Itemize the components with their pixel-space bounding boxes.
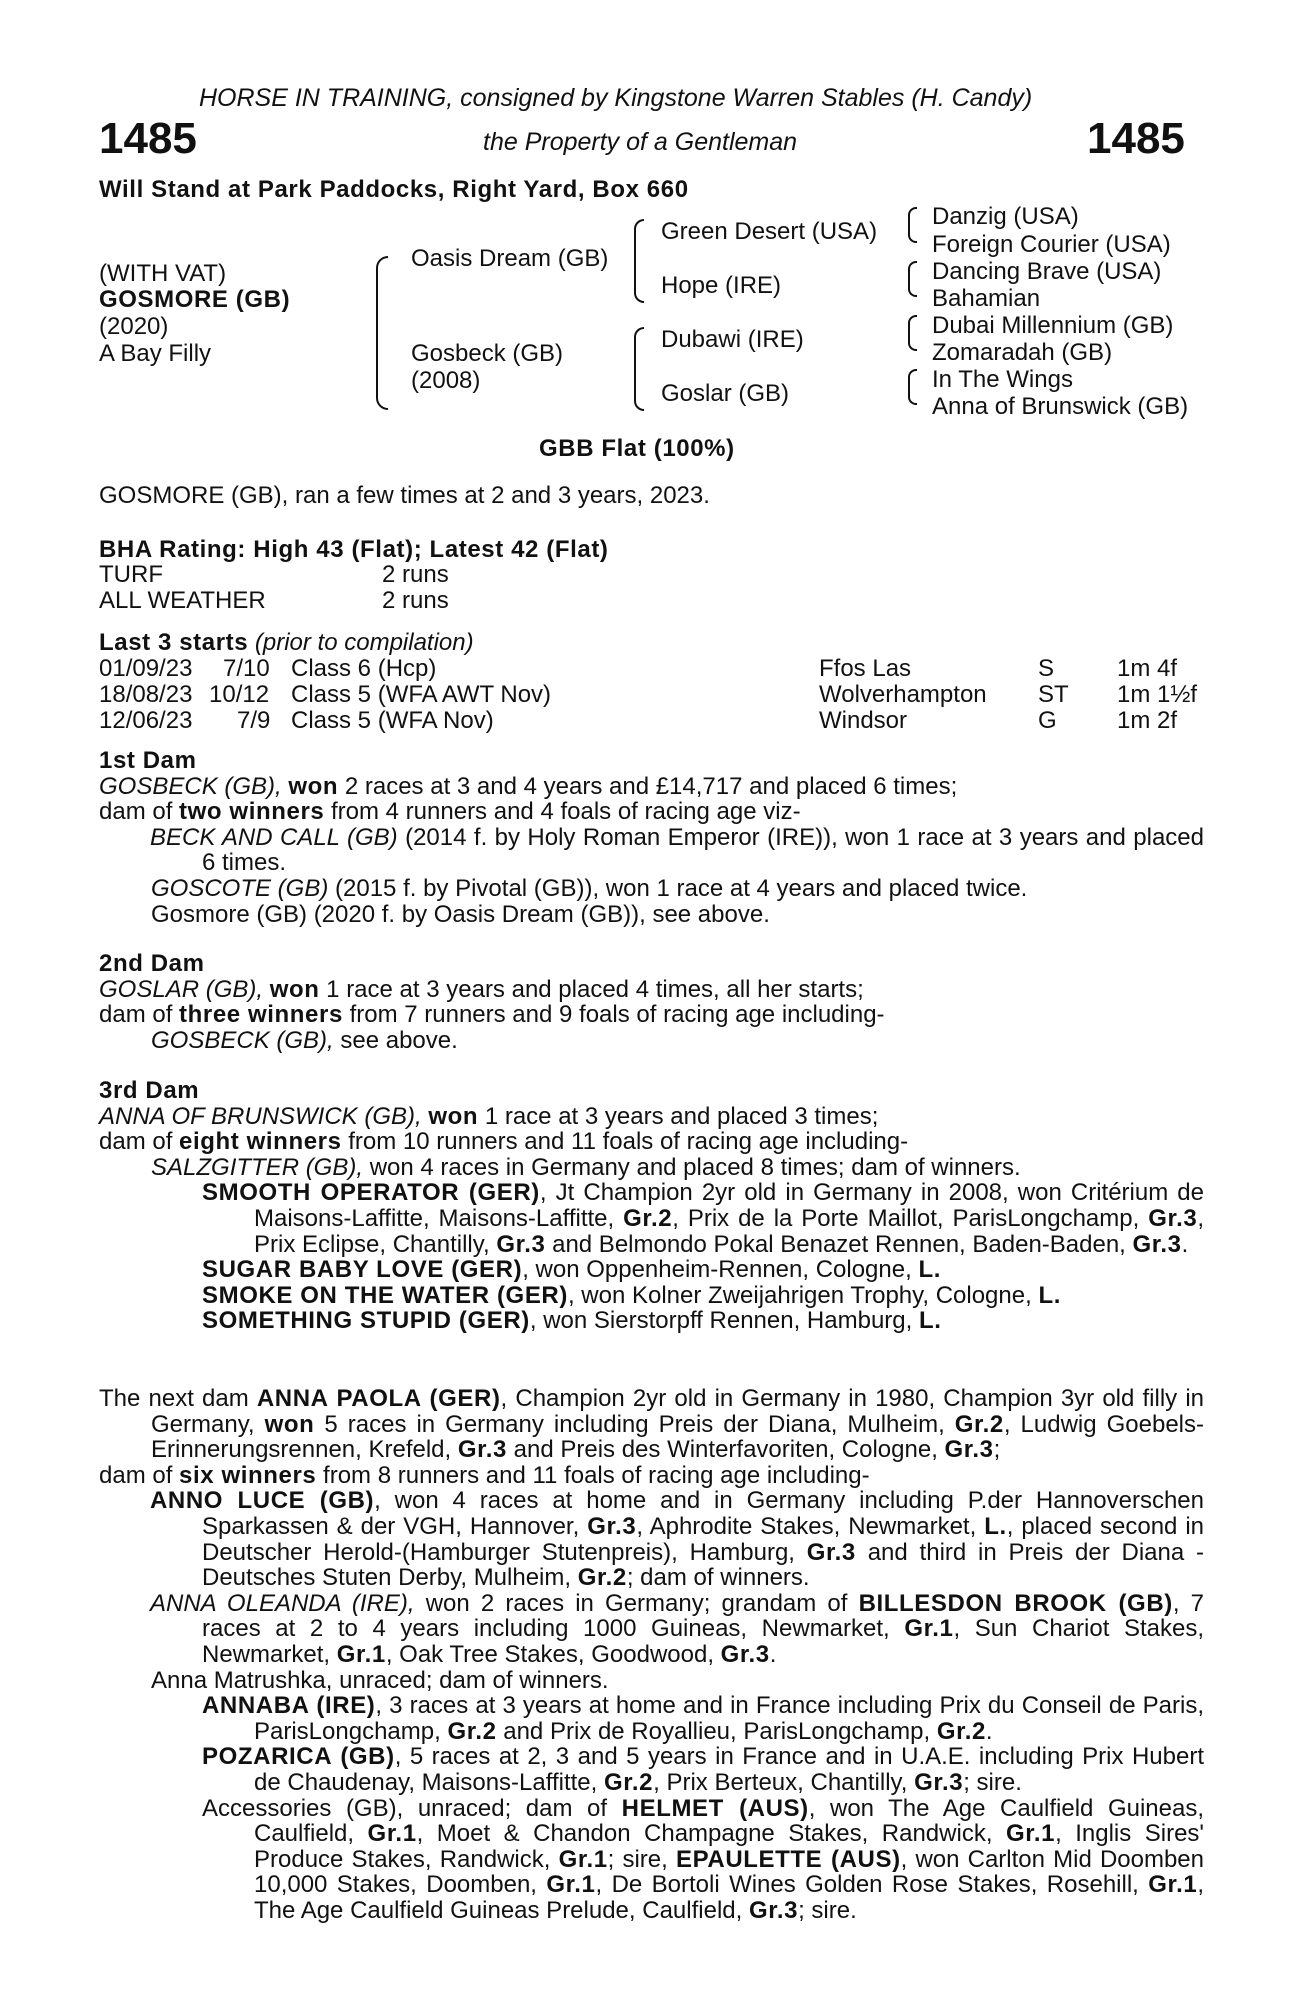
offspring-name: SMOOTH OPERATOR (GER) bbox=[202, 1179, 540, 1207]
grade-label: Gr.1 bbox=[367, 1820, 417, 1848]
listed-label: L. bbox=[918, 1256, 941, 1284]
text: , Champion 2yr old in Germany in 1980, Champion 3yr old filly in Germany, bbox=[151, 1385, 1205, 1438]
won-label: won bbox=[288, 772, 339, 800]
pedigree-dsd: Zomaradah (GB) bbox=[932, 339, 1113, 366]
start-date: 01/09/23 bbox=[99, 655, 193, 682]
pedigree-sss: Danzig (USA) bbox=[932, 203, 1079, 230]
rating-surface-turf: TURF bbox=[99, 561, 163, 588]
grade-label: Gr.1 bbox=[1148, 1871, 1198, 1899]
pedigree-sire-dam: Hope (IRE) bbox=[661, 272, 782, 299]
brace-dam bbox=[634, 327, 644, 411]
dam-record: 2 races at 3 and 4 years and £14,717 and placed 6 times; bbox=[344, 772, 958, 800]
text: and Belmondo Pokal Benazet Rennen, Baden-Baden, bbox=[552, 1230, 1126, 1258]
rating-runs-turf: 2 runs bbox=[382, 561, 449, 588]
first-dam-section bbox=[99, 748, 1204, 927]
pedigree-dam: Gosbeck (GB) bbox=[411, 340, 564, 367]
start-date: 18/08/23 bbox=[99, 681, 193, 708]
text: , 3 races at 3 years at home and in France including Prix du Conseil de Paris, ParisLongchamp, bbox=[254, 1692, 1204, 1745]
start-going: ST bbox=[1038, 681, 1069, 708]
start-race: Class 5 (WFA AWT Nov) bbox=[291, 681, 552, 708]
offspring-entry bbox=[99, 876, 1204, 902]
text: , placed second in Deutscher Herold-(Hamburger Stutenpreis), Hamburg, bbox=[202, 1512, 1205, 1566]
grade-label: Gr.3 bbox=[457, 1436, 507, 1464]
offspring-entry bbox=[99, 825, 1204, 876]
pedigree-dam-sire: Dubawi (IRE) bbox=[661, 326, 804, 353]
grade-label: Gr.1 bbox=[336, 1640, 386, 1668]
text: ; sire, bbox=[607, 1845, 668, 1873]
grade-label: Gr.2 bbox=[447, 1717, 497, 1745]
lot-number-right: 1485 bbox=[1087, 114, 1185, 163]
pedigree-sire-sire: Green Desert (USA) bbox=[661, 218, 878, 245]
dam-name: ANNA OF BRUNSWICK (GB), bbox=[99, 1102, 422, 1130]
text: ; sire. bbox=[798, 1896, 857, 1924]
start-distance: 1m 4f bbox=[1117, 655, 1178, 682]
third-dam-title: 3rd Dam bbox=[99, 1077, 200, 1104]
third-dam-line bbox=[99, 1104, 1204, 1130]
text: (2015 f. by Pivotal (GB)), won 1 race at 4 years and placed twice. bbox=[335, 874, 1028, 902]
offspring-name: EPAULETTE (AUS) bbox=[675, 1845, 901, 1873]
start-distance: 1m 1½f bbox=[1117, 681, 1198, 708]
next-dam-line bbox=[99, 1386, 1204, 1463]
brace-sd bbox=[908, 261, 917, 297]
text: 5 races in Germany including Preis der Diana, Mulheim, bbox=[324, 1410, 945, 1438]
offspring-entry bbox=[99, 1028, 1204, 1054]
start-position: 7/9 bbox=[237, 707, 271, 734]
won-label: won bbox=[264, 1410, 315, 1438]
winners-count: three winners bbox=[179, 1001, 343, 1029]
grade-label: Gr.2 bbox=[623, 1204, 673, 1232]
text: , The Age Caulfield Guineas Prelude, Caulfield, bbox=[254, 1871, 1205, 1924]
dam-name: GOSBECK (GB), bbox=[99, 772, 282, 800]
text: and third in Preis der Diana - Deutsches Stuten Derby, Mulheim, bbox=[202, 1538, 1205, 1592]
listed-label: L. bbox=[984, 1512, 1007, 1540]
pedigree-dss: Dubai Millennium (GB) bbox=[932, 312, 1174, 339]
text: won 2 races in Germany; grandam of bbox=[425, 1589, 848, 1617]
property-line: the Property of a Gentleman bbox=[483, 128, 798, 156]
second-dam-section bbox=[99, 951, 1204, 1053]
text: , won Sierstorpff Rennen, Hamburg, bbox=[529, 1307, 913, 1335]
start-race: Class 6 (Hcp) bbox=[291, 655, 437, 682]
start-course: Wolverhampton bbox=[819, 681, 987, 708]
grade-label: Gr.2 bbox=[604, 1768, 654, 1796]
grade-label: Gr.3 bbox=[748, 1896, 799, 1924]
text: . bbox=[985, 1717, 993, 1745]
offspring-entry: Anna Matrushka, unraced; dam of winners. bbox=[151, 1666, 609, 1694]
text: . bbox=[1181, 1230, 1189, 1258]
second-dam-produce bbox=[99, 1002, 1204, 1028]
text: ; dam of winners. bbox=[626, 1564, 810, 1592]
text: 1 race at 3 years and placed 3 times; bbox=[484, 1102, 879, 1130]
text: , won Carlton Mid Doomben 10,000 Stakes, Doomben, bbox=[254, 1845, 1204, 1899]
first-dam-line bbox=[99, 774, 1204, 800]
horse-description: A Bay Filly bbox=[99, 340, 212, 367]
grade-label: Gr.3 bbox=[1132, 1230, 1182, 1258]
grand-offspring-entry bbox=[99, 1796, 1204, 1924]
pedigree-ddd: Anna of Brunswick (GB) bbox=[932, 393, 1189, 420]
text: , Aphrodite Stakes, Newmarket, bbox=[636, 1512, 977, 1540]
brace-ss bbox=[908, 207, 917, 243]
lot-number-left: 1485 bbox=[99, 114, 197, 163]
grade-label: Gr.3 bbox=[914, 1768, 964, 1796]
offspring-name: SOMETHING STUPID (GER) bbox=[202, 1307, 530, 1335]
grand-offspring-entry bbox=[99, 1283, 1204, 1309]
rating-surface-aw: ALL WEATHER bbox=[99, 587, 266, 614]
offspring-entry bbox=[99, 1488, 1204, 1590]
rating-runs-aw: 2 runs bbox=[382, 587, 449, 614]
offspring-entry bbox=[99, 1591, 1204, 1668]
text: 1 race at 3 years and placed 4 times, all her starts; bbox=[326, 975, 864, 1003]
text: ; sire. bbox=[963, 1768, 1022, 1796]
pedigree-dam-dam: Goslar (GB) bbox=[661, 380, 790, 407]
text: dam of bbox=[99, 1461, 173, 1489]
start-course: Windsor bbox=[819, 707, 908, 734]
grand-offspring-entry bbox=[99, 1693, 1204, 1744]
grade-label: Gr.3 bbox=[806, 1538, 856, 1566]
text: , won 4 races at home and in Germany including P.der Hannoverschen Sparkassen & der VGH, Hannover, bbox=[202, 1487, 1205, 1540]
first-dam-title: 1st Dam bbox=[99, 747, 197, 774]
listed-label: L. bbox=[1038, 1281, 1061, 1309]
grade-label: Gr.1 bbox=[904, 1615, 954, 1643]
grade-label: Gr.3 bbox=[944, 1436, 994, 1464]
pedigree-dam-year: (2008) bbox=[411, 367, 481, 394]
bha-rating: BHA Rating: High 43 (Flat); Latest 42 (Flat) bbox=[99, 536, 609, 563]
pedigree-sire: Oasis Dream (GB) bbox=[411, 245, 609, 272]
start-course: Ffos Las bbox=[819, 655, 912, 682]
offspring-name: BILLESDON BROOK (GB) bbox=[858, 1589, 1173, 1617]
offspring-name: SALZGITTER (GB), bbox=[151, 1153, 364, 1181]
winners-count: six winners bbox=[179, 1461, 317, 1489]
text: from 10 runners and 11 foals of racing age including- bbox=[348, 1128, 909, 1156]
offspring-entry: Gosmore (GB) (2020 f. by Oasis Dream (GB)), see above. bbox=[151, 900, 770, 928]
pedigree-ssd: Foreign Courier (USA) bbox=[932, 231, 1171, 258]
pedigree-dds: In The Wings bbox=[932, 366, 1073, 393]
dam-name: ANNA PAOLA (GER) bbox=[256, 1385, 501, 1412]
text: , Prix de la Porte Maillot, ParisLongchamp, bbox=[672, 1204, 1140, 1232]
text: dam of bbox=[99, 1001, 173, 1029]
dam-name: GOSLAR (GB), bbox=[99, 975, 264, 1003]
text: , Ludwig Goebels-Erinnerungsrennen, Krefeld, bbox=[151, 1410, 1204, 1464]
first-dam-produce bbox=[99, 799, 1204, 825]
grade-label: Gr.3 bbox=[587, 1512, 637, 1540]
offspring-name: GOSBECK (GB), bbox=[151, 1026, 334, 1054]
grade-label: Gr.3 bbox=[496, 1230, 546, 1258]
text: and Prix de Royallieu, ParisLongchamp, bbox=[503, 1717, 931, 1745]
last-starts-heading bbox=[99, 630, 474, 656]
text: , 5 races at 2, 3 and 5 years in France and in U.A.E. including Prix Hubert de Chaudenay, Maisons-Laffitte, bbox=[254, 1743, 1204, 1796]
vat-note: (WITH VAT) bbox=[99, 260, 227, 287]
brace-generation-1 bbox=[376, 256, 388, 410]
text: (2014 f. by Holy Roman Emperor (IRE)), won 1 race at 3 years and placed 6 times. bbox=[202, 823, 1204, 877]
offspring-name: HELMET (AUS) bbox=[621, 1794, 809, 1822]
pedigree-sdd: Bahamian bbox=[932, 285, 1041, 312]
text: , De Bortoli Wines Golden Rose Stakes, Rosehill, bbox=[595, 1871, 1139, 1899]
brace-dd bbox=[908, 369, 917, 405]
third-dam-section bbox=[99, 1078, 1204, 1334]
offspring-name: GOSCOTE (GB) bbox=[151, 874, 329, 902]
start-position: 7/10 bbox=[223, 655, 270, 682]
offspring-entry bbox=[99, 1155, 1204, 1181]
text: and Preis des Winterfavoriten, Cologne, bbox=[513, 1436, 938, 1464]
text: dam of bbox=[99, 1128, 173, 1156]
second-dam-line bbox=[99, 977, 1204, 1003]
grade-label: Gr.1 bbox=[546, 1871, 596, 1899]
won-label: won bbox=[269, 975, 320, 1003]
text: , Prix Eclipse, Chantilly, bbox=[254, 1204, 1204, 1258]
offspring-name: ANNA OLEANDA (IRE), bbox=[150, 1589, 415, 1617]
text: , Inglis Sires' Produce Stakes, Randwick, bbox=[254, 1820, 1204, 1873]
offspring-name: SUGAR BABY LOVE (GER) bbox=[202, 1256, 523, 1284]
text: see above. bbox=[340, 1026, 458, 1054]
text: . bbox=[769, 1640, 777, 1668]
grand-offspring-entry bbox=[99, 1257, 1204, 1283]
grand-offspring-entry bbox=[99, 1744, 1204, 1795]
horse-year: (2020) bbox=[99, 313, 169, 340]
offspring-name: BECK AND CALL (GB) bbox=[150, 823, 398, 851]
start-race: Class 5 (WFA Nov) bbox=[291, 707, 494, 734]
consignor-line: HORSE IN TRAINING, consigned by Kingstone Warren Stables (H. Candy) bbox=[199, 84, 1033, 112]
grade-label: Gr.2 bbox=[936, 1717, 986, 1745]
offspring-name: ANNABA (IRE) bbox=[202, 1692, 376, 1720]
text: from 4 runners and 4 foals of racing age viz- bbox=[331, 798, 801, 826]
next-dam-produce bbox=[99, 1463, 1204, 1489]
grade-label: Gr.2 bbox=[954, 1410, 1004, 1438]
text: ; bbox=[993, 1436, 1001, 1464]
text: , Prix Berteux, Chantilly, bbox=[653, 1768, 908, 1796]
text: , won The Age Caulfield Guineas, Caulfield, bbox=[254, 1794, 1205, 1848]
text: , won Oppenheim-Rennen, Cologne, bbox=[522, 1256, 912, 1284]
next-dam-section bbox=[99, 1386, 1204, 1923]
text: , Moet & Chandon Champagne Stakes, Randwick, bbox=[416, 1820, 993, 1848]
text: The next dam bbox=[99, 1385, 249, 1412]
text: from 8 runners and 11 foals of racing age including- bbox=[323, 1461, 870, 1489]
winners-count: two winners bbox=[179, 798, 325, 826]
grade-label: Gr.2 bbox=[577, 1564, 627, 1592]
grade-label: Gr.3 bbox=[720, 1640, 770, 1668]
pedigree-sds: Dancing Brave (USA) bbox=[932, 258, 1162, 285]
brace-ds bbox=[908, 315, 917, 351]
grade-label: Gr.1 bbox=[1005, 1820, 1056, 1848]
last-starts-note: (prior to compilation) bbox=[254, 629, 474, 656]
grade-label: Gr.3 bbox=[1148, 1204, 1198, 1232]
start-going: S bbox=[1038, 655, 1055, 682]
horse-name: GOSMORE (GB) bbox=[99, 286, 291, 313]
text: won 4 races in Germany and placed 8 times; dam of winners. bbox=[369, 1153, 1021, 1181]
text: , won Kolner Zweijahrigen Trophy, Cologne, bbox=[567, 1281, 1032, 1309]
offspring-name: ANNO LUCE (GB) bbox=[150, 1487, 375, 1515]
text: dam of bbox=[99, 798, 173, 826]
stand-location: Will Stand at Park Paddocks, Right Yard, Box 660 bbox=[99, 176, 689, 203]
text: from 7 runners and 9 foals of racing age including- bbox=[349, 1001, 885, 1029]
second-dam-title: 2nd Dam bbox=[99, 950, 205, 977]
text: , 7 races at 2 to 4 years including 1000 Guineas, Newmarket, bbox=[202, 1589, 1205, 1643]
text: , Jt Champion 2yr old in Germany in 2008, won Critérium de Maisons-Laffitte, Maisons-Laffitte, bbox=[254, 1179, 1204, 1232]
race-summary: GOSMORE (GB), ran a few times at 2 and 3 years, 2023. bbox=[99, 482, 710, 509]
text: , Oak Tree Stakes, Goodwood, bbox=[385, 1640, 714, 1668]
brace-sire bbox=[634, 219, 644, 303]
text: Accessories (GB), unraced; dam of bbox=[202, 1794, 608, 1822]
third-dam-produce bbox=[99, 1129, 1204, 1155]
grand-offspring-entry bbox=[99, 1308, 1204, 1334]
winners-count: eight winners bbox=[179, 1128, 342, 1156]
won-label: won bbox=[428, 1102, 479, 1130]
offspring-name: POZARICA (GB) bbox=[202, 1743, 395, 1771]
listed-label: L. bbox=[918, 1307, 942, 1335]
text: , Sun Chariot Stakes, Newmarket, bbox=[202, 1615, 1205, 1668]
start-distance: 1m 2f bbox=[1117, 707, 1178, 734]
offspring-name: SMOKE ON THE WATER (GER) bbox=[202, 1281, 568, 1309]
start-position: 10/12 bbox=[209, 681, 270, 708]
start-going: G bbox=[1038, 707, 1057, 734]
grade-label: Gr.1 bbox=[558, 1845, 608, 1873]
gbb-flat: GBB Flat (100%) bbox=[539, 435, 735, 462]
grand-offspring-entry bbox=[99, 1180, 1204, 1257]
start-date: 12/06/23 bbox=[99, 707, 193, 734]
last-starts-title: Last 3 starts bbox=[99, 629, 249, 656]
